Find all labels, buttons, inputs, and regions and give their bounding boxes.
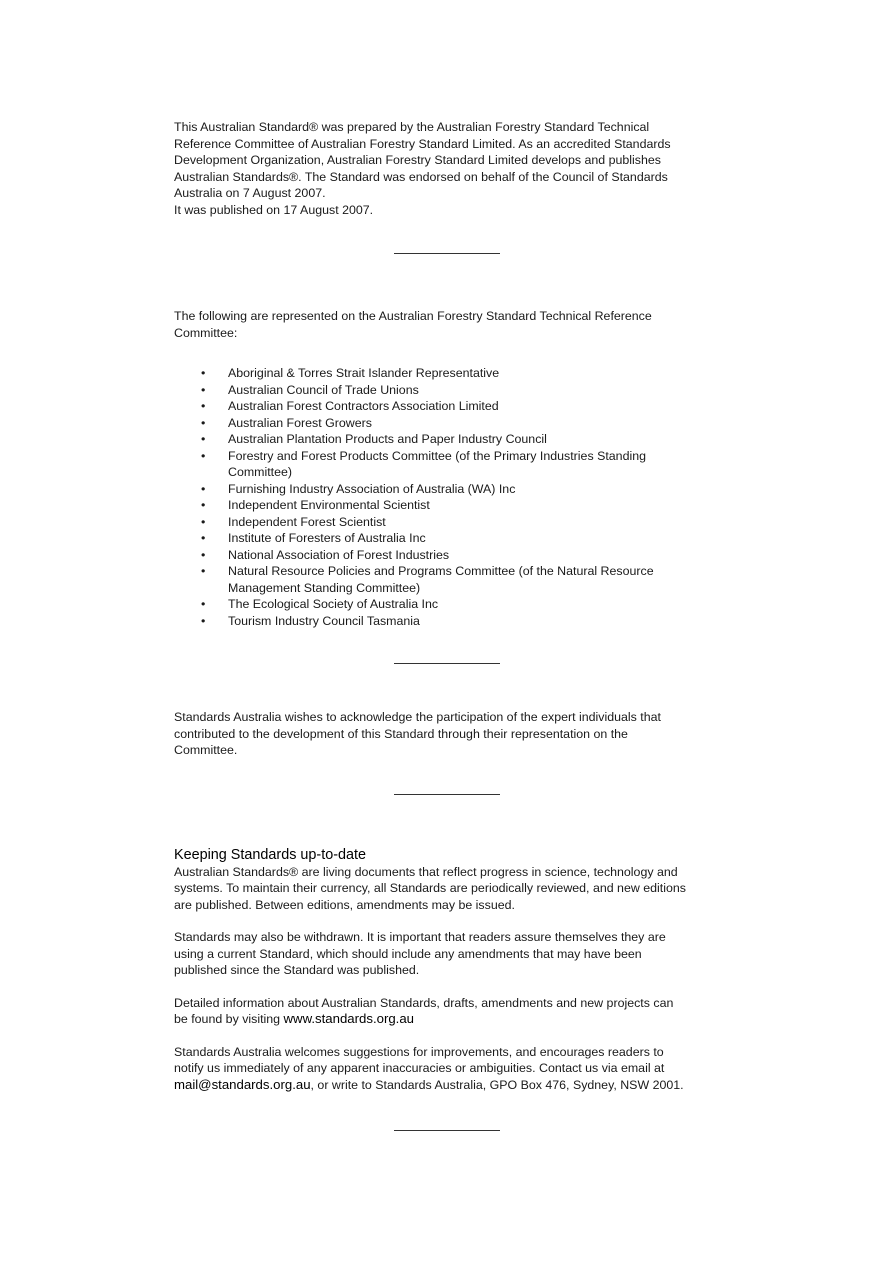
paragraph-line: Standards Australia welcomes suggestions for improvements, and encourages readers to: [174, 1044, 664, 1059]
uptodate-paragraph-3: [174, 995, 734, 1028]
bullet-icon: •: [201, 597, 206, 611]
member-name: Australian Forest Contractors Association Limited: [228, 399, 499, 413]
committee-intro-line: Committee:: [174, 325, 238, 340]
member-name: Tourism Industry Council Tasmania: [228, 613, 420, 628]
member-name: Forestry and Forest Products Committee (of the Primary Industries Standing: [228, 448, 647, 463]
member-name: The Ecological Society of Australia Inc: [228, 597, 439, 611]
paragraph-line: be found by visiting: [174, 1012, 284, 1026]
section-divider: [394, 253, 500, 254]
member-name: Australian Council of Trade Unions: [228, 382, 419, 397]
section-heading: Keeping Standards up-to-date: [174, 846, 367, 863]
list-item: [201, 563, 734, 596]
list-item: [201, 547, 734, 564]
committee-intro: [174, 308, 734, 341]
uptodate-paragraph-1: [174, 864, 734, 914]
list-item: [201, 596, 734, 613]
member-name: Independent Forest Scientist: [228, 514, 386, 529]
bullet-icon: •: [201, 564, 206, 578]
paragraph-line: are published. Between editions, amendments may be issued.: [174, 897, 515, 912]
bullet-icon: •: [201, 514, 206, 529]
acknowledgement-paragraph: [174, 709, 734, 759]
list-item: [201, 514, 734, 531]
member-name-continued: Committee): [228, 465, 293, 479]
bullet-icon: •: [201, 382, 206, 397]
list-item: [201, 613, 734, 630]
member-name: Australian Plantation Products and Paper Industry Council: [228, 432, 547, 446]
list-item: [201, 398, 734, 415]
bullet-icon: •: [201, 399, 206, 413]
list-item: [201, 415, 734, 432]
list-item: [201, 365, 734, 382]
list-item: [201, 431, 734, 448]
acknowledgement-line: Standards Australia wishes to acknowledge the participation of the expert individuals that: [174, 710, 661, 724]
bullet-icon: •: [201, 481, 206, 496]
member-name: Natural Resource Policies and Programs Committee (of the Natural Resource: [228, 564, 654, 578]
bullet-icon: •: [201, 448, 206, 463]
bullet-icon: •: [201, 415, 206, 430]
paragraph-line: notify us immediately of any apparent inaccuracies or ambiguities. Contact us via email at: [174, 1061, 665, 1075]
paragraph-line: Detailed information about Australian Standards, drafts, amendments and new projects can: [174, 995, 674, 1010]
document-page: [174, 119, 734, 1131]
bullet-icon: •: [201, 531, 206, 545]
intro-line: Australian Standards®. The Standard was endorsed on behalf of the Council of Standards: [174, 169, 668, 184]
intro-line: Development Organization, Australian Forestry Standard Limited develops and publishes: [174, 153, 661, 167]
bullet-icon: •: [201, 432, 206, 446]
section-divider: [394, 794, 500, 795]
section-divider: [394, 663, 500, 664]
uptodate-paragraph-4: [174, 1044, 734, 1094]
bullet-icon: •: [201, 366, 206, 380]
acknowledgement-line: Committee.: [174, 743, 238, 757]
intro-line: Australia on 7 August 2007.: [174, 186, 326, 200]
email-link[interactable]: mail@standards.org.au: [174, 1076, 311, 1092]
list-item: [201, 382, 734, 399]
uptodate-paragraph-2: [174, 929, 734, 979]
bullet-icon: •: [201, 613, 206, 628]
list-item: [201, 530, 734, 547]
paragraph-line: Australian Standards® are living documents that reflect progress in science, technology and: [174, 864, 678, 879]
website-link[interactable]: www.standards.org.au: [283, 1011, 415, 1026]
member-name: Institute of Foresters of Australia Inc: [228, 531, 426, 545]
paragraph-line: Standards may also be withdrawn. It is important that readers assure themselves they are: [174, 930, 666, 944]
member-name-continued: Management Standing Committee): [228, 580, 421, 595]
acknowledgement-line: contributed to the development of this Standard through their representation on the: [174, 726, 628, 741]
list-item: [201, 481, 734, 498]
member-name: National Association of Forest Industries: [228, 547, 450, 562]
intro-line: This Australian Standard® was prepared by the Australian Forestry Standard Technical: [174, 120, 650, 134]
intro-paragraph: [174, 119, 734, 218]
bullet-icon: •: [201, 547, 206, 562]
section-divider: [394, 1130, 500, 1131]
list-item: [201, 448, 734, 481]
paragraph-line: , or write to Standards Australia, GPO Box 476, Sydney, NSW 2001.: [310, 1077, 684, 1092]
intro-line: Reference Committee of Australian Forestry Standard Limited. As an accredited Standards: [174, 136, 671, 151]
bullet-icon: •: [201, 498, 206, 512]
committee-member-list: [174, 365, 734, 629]
paragraph-line: published since the Standard was published.: [174, 963, 420, 977]
paragraph-line: systems. To maintain their currency, all Standards are periodically reviewed, and new editions: [174, 881, 686, 895]
member-name: Furnishing Industry Association of Australia (WA) Inc: [228, 481, 516, 496]
committee-intro-line: The following are represented on the Australian Forestry Standard Technical Reference: [174, 309, 652, 323]
paragraph-line: using a current Standard, which should include any amendments that may have been: [174, 946, 642, 961]
member-name: Australian Forest Growers: [228, 415, 372, 430]
member-name: Aboriginal & Torres Strait Islander Representative: [228, 366, 500, 380]
list-item: [201, 497, 734, 514]
publication-date-line: It was published on 17 August 2007.: [174, 202, 374, 217]
member-name: Independent Environmental Scientist: [228, 498, 430, 512]
